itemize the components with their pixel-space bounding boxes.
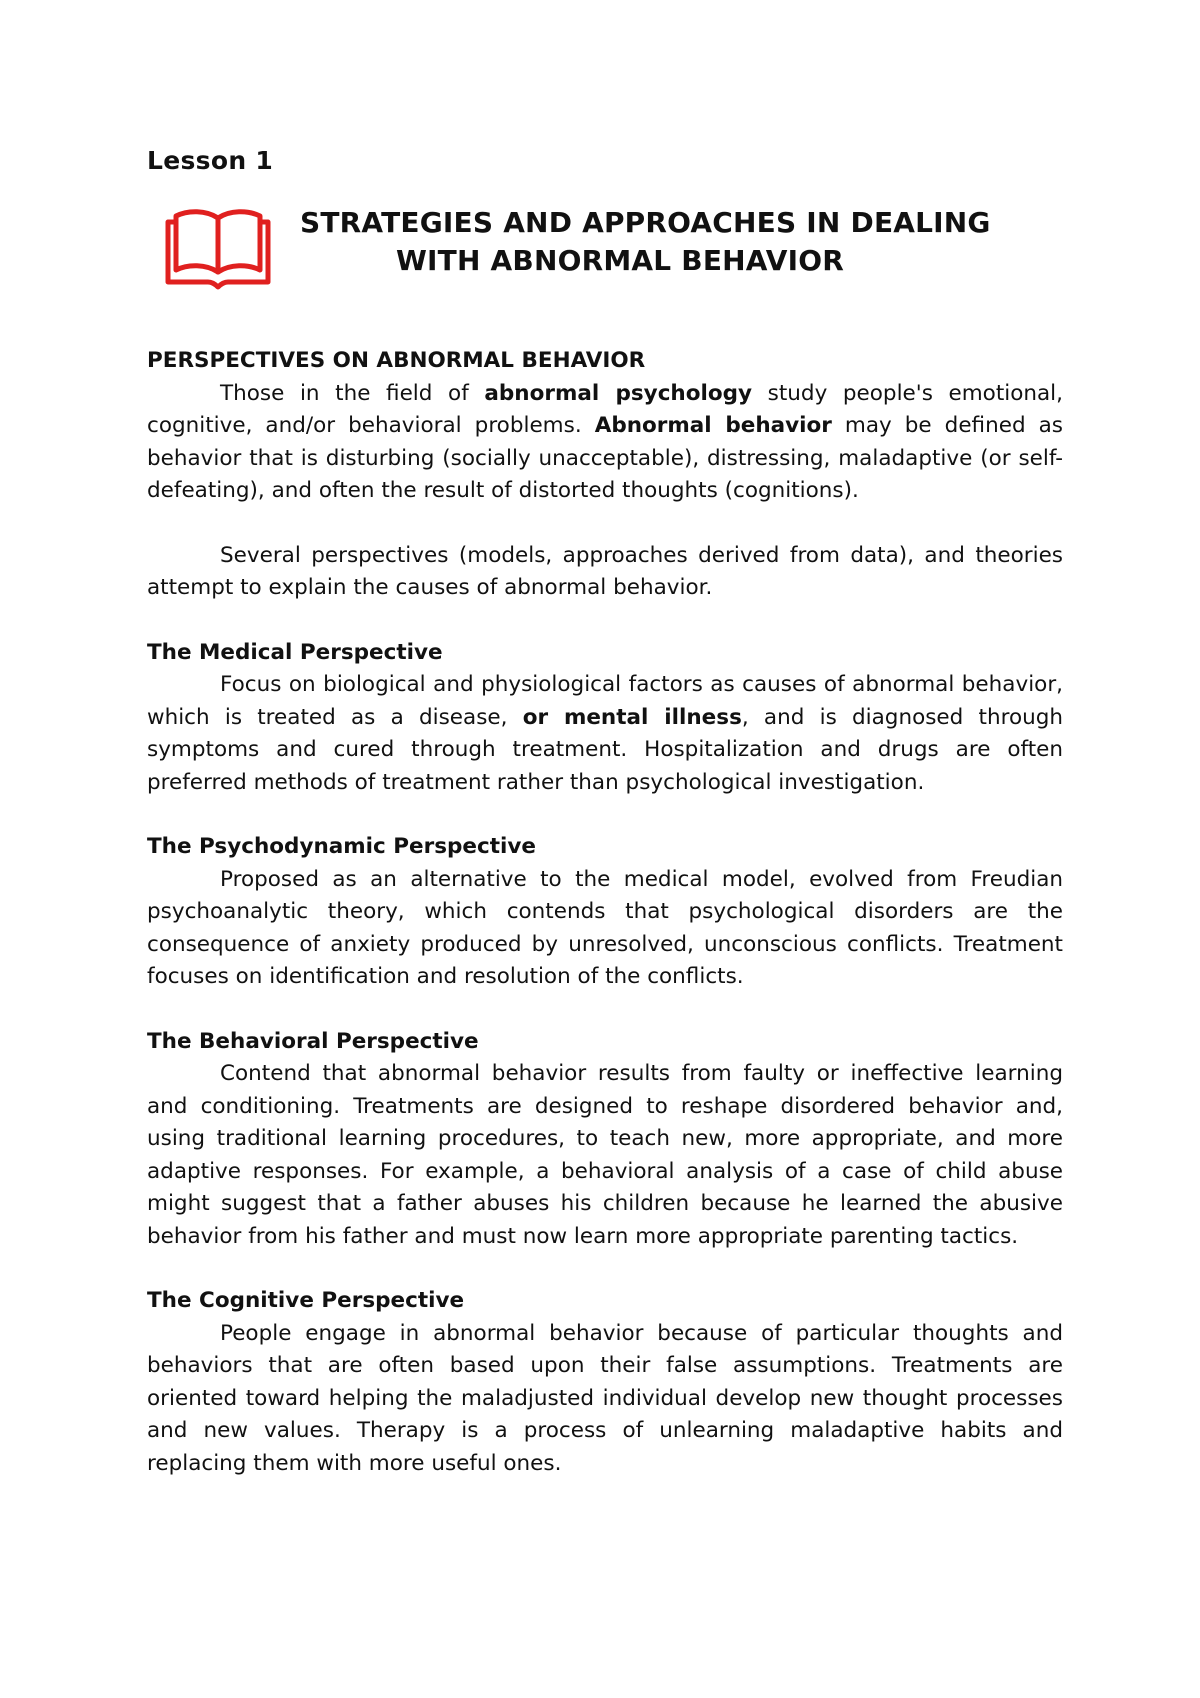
text-span: , and is diagnosed through symptoms and cured through treatment. Hospitalization and drugs are often preferred methods of treatment rather than psychological investigation.: [147, 704, 1064, 795]
psychodynamic-paragraph: Proposed as an alternative to the medical model, evolved from Freudian psychoanalytic theory, which contends that psychological disorders are the consequence of anxiety produced by unresolved, unconscious conflicts. Treatment focuses on identification and resolution of the conflicts.: [147, 866, 1063, 989]
text-span: Those in the field of: [220, 380, 485, 406]
lesson-label: Lesson 1: [147, 146, 274, 175]
spacer: [147, 508, 1063, 540]
text-span: Focus on biological and physiological factors as causes of abnormal behavior, which is treated as a disease,: [147, 672, 1063, 730]
cognitive-heading: The Cognitive Perspective: [147, 1288, 465, 1313]
text-span: may be defined as behavior that is disturbing (socially unacceptable), distressing, maladaptive (or self-defeating), and often the result of distorted thoughts (cognitions).: [147, 413, 1063, 503]
spacer: [147, 605, 1063, 637]
medical-paragraph: [147, 669, 1063, 799]
text-span: study people's emotional, cognitive, and/or behavioral problems.: [147, 380, 1063, 438]
open-book-icon: [162, 204, 274, 290]
term-mental-illness: or mental illness: [522, 704, 742, 730]
main-content: [147, 345, 1063, 1480]
spacer: [147, 799, 1063, 831]
behavioral-heading: The Behavioral Perspective: [147, 1028, 479, 1054]
perspectives-paragraph-1: [147, 378, 1063, 508]
medical-heading: The Medical Perspective: [147, 639, 443, 665]
title-line-2: WITH ABNORMAL BEHAVIOR: [395, 244, 845, 277]
perspectives-heading: PERSPECTIVES ON ABNORMAL BEHAVIOR: [147, 348, 646, 373]
spacer: [147, 1253, 1063, 1285]
spacer: [147, 994, 1063, 1026]
title-line-1: STRATEGIES AND APPROACHES IN DEALING: [300, 206, 991, 239]
term-abnormal-behavior: Abnormal behavior: [594, 413, 832, 438]
term-abnormal-psychology: abnormal psychology: [484, 380, 753, 406]
psychodynamic-heading: The Psychodynamic Perspective: [147, 834, 536, 859]
perspectives-paragraph-2: Several perspectives (models, approaches derived from data), and theories attempt to explain the causes of abnormal behavior.: [147, 542, 1063, 600]
page-title: [300, 204, 991, 280]
cognitive-paragraph: People engage in abnormal behavior because of particular thoughts and behaviors that are often based upon their false assumptions. Treatments are oriented toward helping the maladjusted individual develop new thought processes and new values. Therapy is a process of unlearning maladaptive habits and replacing them with more useful ones.: [147, 1320, 1063, 1476]
behavioral-paragraph: Contend that abnormal behavior results from faulty or ineffective learning and conditioning. Treatments are designed to reshape disordered behavior and, using traditional learning procedures, to teach new, more appropriate, and more adaptive responses. For example, a behavioral analysis of a case of child abuse might suggest that a father abuses his children because he learned the abusive behavior from his father and must now learn more appropriate parenting tactics.: [147, 1061, 1063, 1249]
